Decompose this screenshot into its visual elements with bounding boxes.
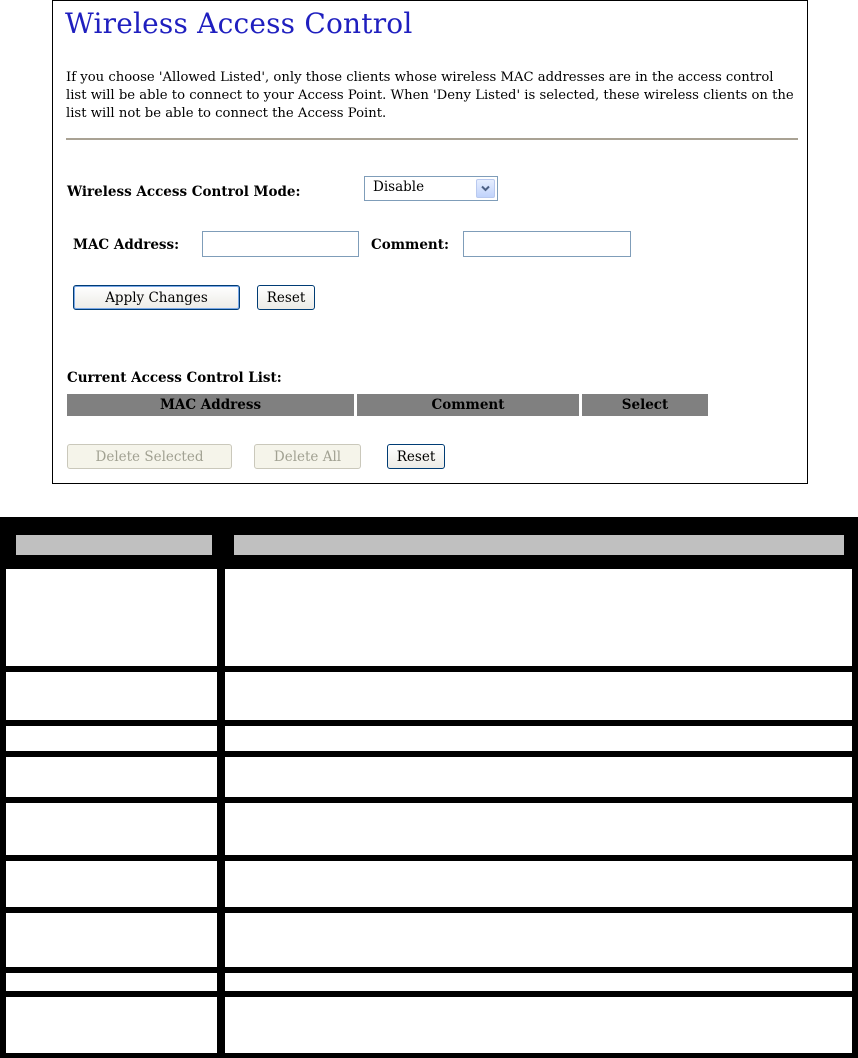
table-cell [225, 913, 852, 967]
column-header-select: Select [582, 394, 708, 416]
column-header-comment: Comment [357, 394, 579, 416]
comment-label: Comment: [371, 237, 449, 253]
access-control-mode-label: Wireless Access Control Mode: [67, 184, 301, 200]
divider [66, 138, 798, 140]
table-cell [6, 726, 217, 751]
table-cell [225, 726, 852, 751]
table-cell [225, 803, 852, 855]
list-reset-button[interactable]: Reset [387, 444, 445, 469]
access-control-list-title: Current Access Control List: [67, 370, 282, 386]
form-reset-button[interactable]: Reset [257, 285, 315, 310]
table-cell [6, 861, 217, 907]
table-cell [225, 757, 852, 797]
delete-selected-button[interactable]: Delete Selected [67, 444, 232, 469]
apply-changes-button[interactable]: Apply Changes [73, 285, 240, 310]
table-cell [6, 973, 217, 991]
mode-select-value: Disable [373, 179, 425, 195]
column-header-mac-address: MAC Address [67, 394, 354, 416]
table-cell [225, 973, 852, 991]
table-cell [6, 672, 217, 720]
table-cell [225, 997, 852, 1053]
table-cell [6, 913, 217, 967]
table-cell [6, 757, 217, 797]
intro-text: If you choose 'Allowed Listed', only those clients whose wireless MAC addresses are in the access control list will be able to connect to your Access Point. When 'Deny Listed' is selected, these wireless clients on the list will not be able to connect the Access Point. [66, 70, 794, 121]
delete-all-button[interactable]: Delete All [254, 444, 361, 469]
description-table [0, 517, 858, 1058]
table-cell [6, 569, 217, 666]
page-title: Wireless Access Control [65, 7, 413, 40]
table-cell [225, 861, 852, 907]
table-header-cell [234, 535, 844, 555]
table-cell [225, 569, 852, 666]
access-control-mode-select[interactable] [364, 176, 498, 201]
chevron-down-icon[interactable] [476, 179, 495, 198]
table-header-cell [16, 535, 212, 555]
table-cell [6, 803, 217, 855]
comment-input[interactable] [463, 231, 631, 257]
router-config-panel [52, 0, 808, 484]
mac-address-input[interactable] [202, 231, 359, 257]
table-cell [6, 997, 217, 1053]
table-cell [225, 672, 852, 720]
mac-address-label: MAC Address: [73, 237, 180, 253]
